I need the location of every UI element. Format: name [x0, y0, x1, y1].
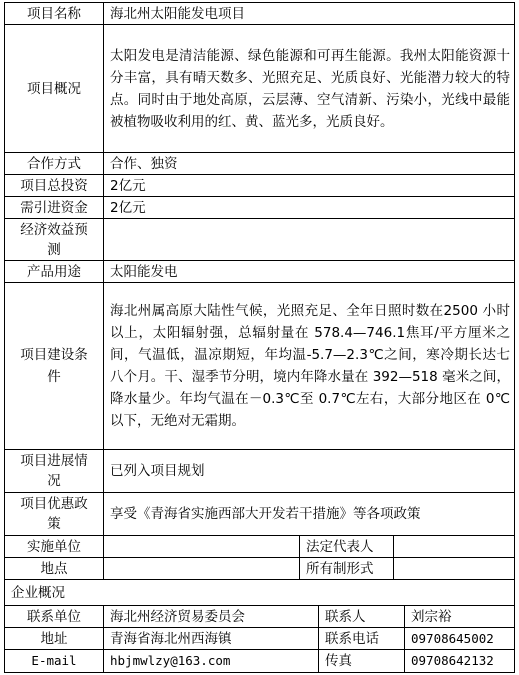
capital-label: 需引进资金	[20, 199, 88, 216]
conditions-label: 项目建设条件	[20, 347, 88, 385]
contact-unit-value: 海北州经济贸易委员会	[110, 608, 245, 625]
contact-person-label: 联系人	[325, 608, 366, 625]
impl-unit-label: 实施单位	[27, 538, 81, 555]
enterprise-overview-label: 企业概况	[11, 584, 65, 601]
project-name-label: 项目名称	[27, 5, 81, 22]
policy-value: 享受《青海省实施西部大开发若干措施》等各项政策	[110, 506, 421, 522]
impl-unit-value	[104, 536, 299, 557]
coop-label: 合作方式	[27, 155, 81, 172]
benefit-value	[104, 219, 514, 260]
phone-value: 09708645002	[411, 630, 494, 646]
progress-label: 项目进展情况	[20, 453, 88, 489]
usage-value: 太阳能发电	[110, 263, 178, 280]
address-label: 地址	[40, 630, 68, 647]
contact-person-value: 刘宗裕	[411, 608, 452, 625]
capital-value: 2亿元	[110, 199, 146, 216]
project-name-value: 海北州太阳能发电项目	[110, 5, 245, 22]
project-overview-label: 项目概况	[27, 80, 81, 97]
email-label: E-mail	[31, 653, 77, 668]
project-info-table	[4, 2, 515, 673]
phone-label: 联系电话	[325, 630, 379, 647]
conditions-text: 海北州属高原大陆性气候，光照充足、全年日照时数在2500 小时以上，太阳辐射强，总辐射量在 578.4—746.1焦耳/平方厘米之间，气温低，温凉期短，年均温-5.7—2.3℃之间，寒冷期长达七八个月。干、湿季节分明，境内年降水量在 392—518 毫米之间，降水量少。年均气温在－0.3℃至 0.7℃左右，大部分地区在 0℃以下，无绝对无霜期。	[110, 303, 510, 429]
legal-rep-label: 法定代表人	[306, 538, 374, 555]
project-overview-text: 太阳发电是清洁能源、绿色能源和可再生能源。我州太阳能资源十分丰富，具有晴天数多、光照充足、光质良好、光能潜力较大的特点。同时由于地处高原，云层薄、空气清新、污染小，光线中最能被植物吸收利用的红、黄、蓝光多，光质良好。	[110, 47, 510, 130]
rule	[4, 672, 515, 673]
email-value: hbjmwlzy@163.com	[110, 653, 231, 668]
location-value	[104, 558, 299, 579]
address-value: 青海省海北州西海镇	[110, 630, 232, 647]
location-label: 地点	[40, 560, 68, 577]
coop-value: 合作、独资	[110, 155, 178, 172]
fax-value: 09708642132	[411, 653, 494, 668]
legal-rep-value	[394, 536, 514, 557]
fax-label: 传真	[325, 653, 352, 669]
progress-value: 已列入项目规划	[110, 463, 205, 479]
policy-label: 项目优惠政策	[20, 496, 88, 532]
contact-unit-label: 联系单位	[27, 608, 81, 625]
rule	[514, 2, 515, 673]
usage-label: 产品用途	[27, 263, 81, 280]
investment-label: 项目总投资	[20, 177, 88, 194]
benefit-label: 经济效益预测	[20, 221, 88, 258]
investment-value: 2亿元	[110, 177, 146, 194]
ownership-label: 所有制形式	[306, 560, 374, 577]
ownership-value	[394, 558, 514, 579]
